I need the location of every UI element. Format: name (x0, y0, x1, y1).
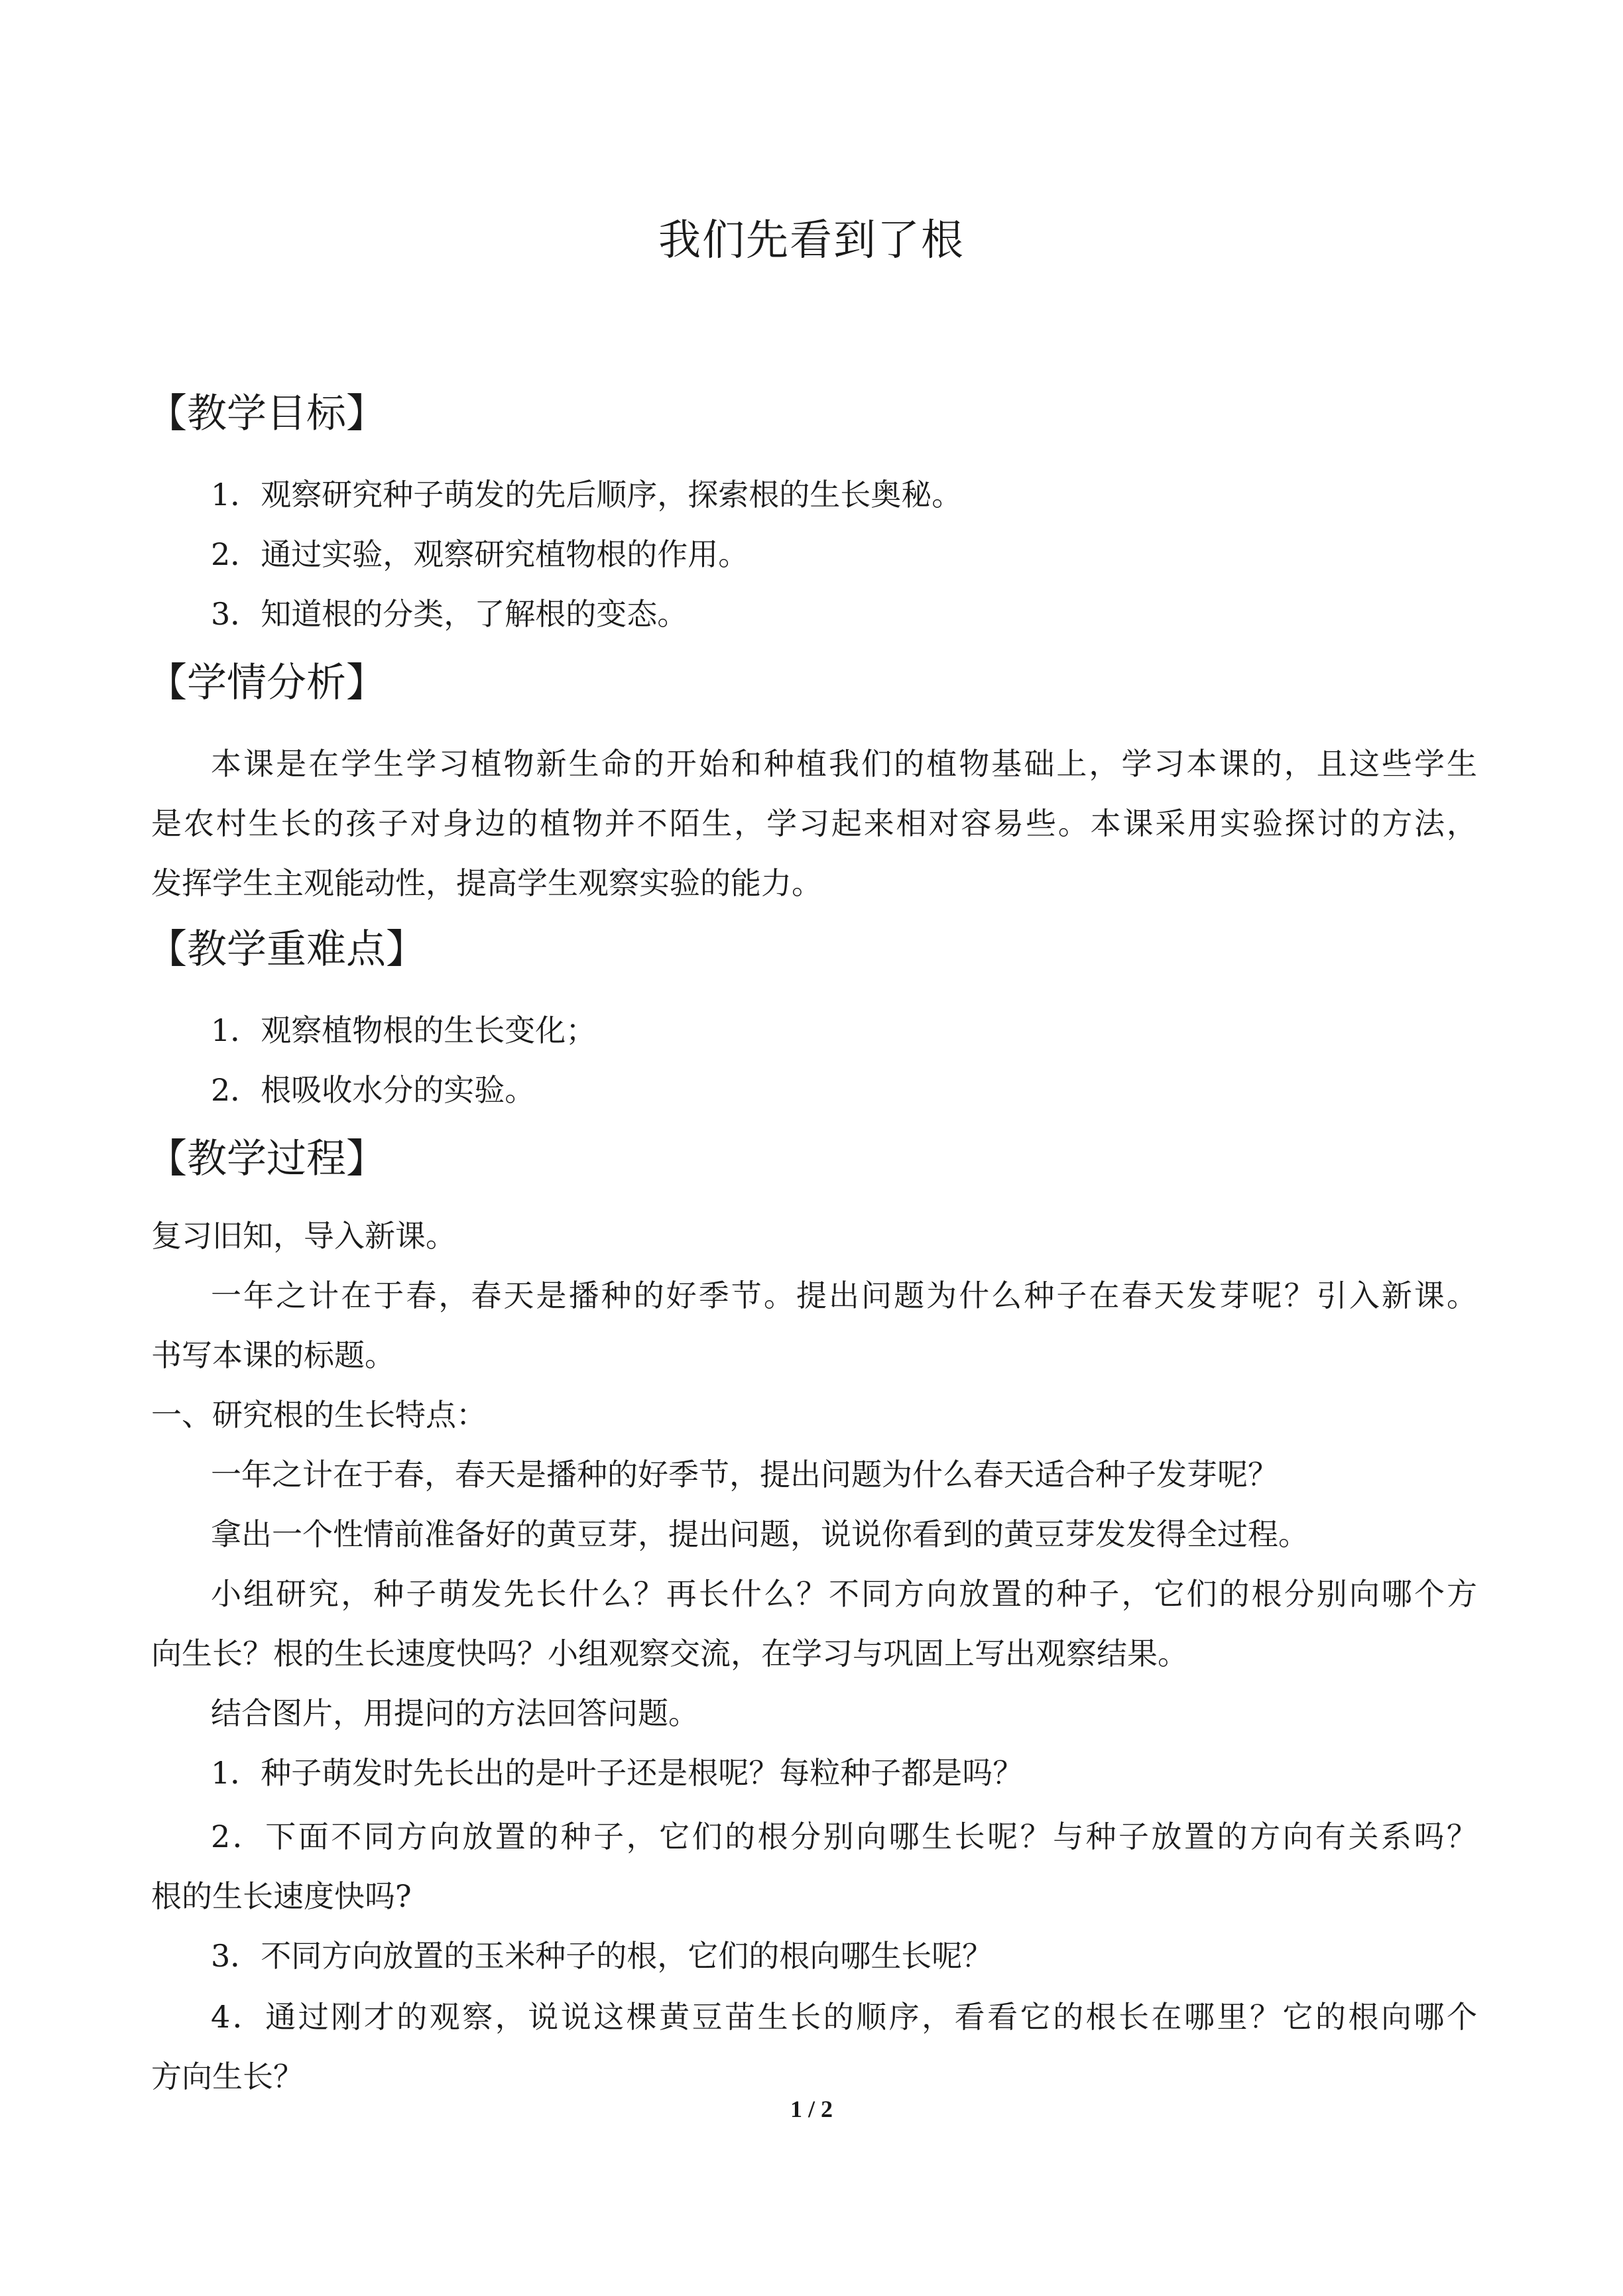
process-line: 2．下面不同方向放置的种子，它们的根分别向哪生长呢？与种子放置的方向有关系吗？ (211, 1819, 1477, 1854)
key-point-item: 1．观察植物根的生长变化； (211, 1012, 597, 1048)
section-heading-objectives: 【教学目标】 (147, 391, 386, 437)
process-line: 4．通过刚才的观察，说说这棵黄豆苗生长的顺序，看看它的根长在哪里？它的根向哪个 (211, 1999, 1477, 2035)
analysis-line: 是农村生长的孩子对身边的植物并不陌生，学习起来相对容易些。本课采用实验探讨的方法， (151, 806, 1477, 841)
section-heading-key-points: 【教学重难点】 (147, 926, 426, 973)
process-line: 复习旧知，导入新课。 (151, 1218, 456, 1254)
process-line: 小组研究，种子萌发先长什么？再长什么？不同方向放置的种子，它们的根分别向哪个方 (211, 1576, 1477, 1612)
page-number: 1 / 2 (790, 2096, 833, 2122)
process-line: 书写本课的标题。 (151, 1337, 395, 1373)
process-line: 一年之计在于春，春天是播种的好季节。提出问题为什么种子在春天发芽呢？引入新课。 (211, 1278, 1477, 1313)
page-title: 我们先看到了根 (658, 216, 965, 265)
process-line: 拿出一个性情前准备好的黄豆芽，提出问题，说说你看到的黄豆芽发发得全过程。 (211, 1516, 1309, 1552)
process-line: 一年之计在于春，春天是播种的好季节，提出问题为什么春天适合种子发芽呢？ (211, 1457, 1278, 1492)
objective-item: 1．观察研究种子萌发的先后顺序，探索根的生长奥秘。 (211, 477, 963, 513)
process-line: 1．种子萌发时先长出的是叶子还是根呢？每粒种子都是吗？ (211, 1755, 1024, 1791)
process-line: 一、研究根的生长特点： (151, 1397, 487, 1433)
section-heading-process: 【教学过程】 (147, 1136, 386, 1182)
objective-item: 3．知道根的分类，了解根的变态。 (211, 596, 688, 632)
key-point-item: 2．根吸收水分的实验。 (211, 1072, 536, 1108)
process-line: 3．不同方向放置的玉米种子的根，它们的根向哪生长呢？ (211, 1938, 993, 1974)
process-line: 向生长？根的生长速度快吗？小组观察交流，在学习与巩固上写出观察结果。 (151, 1636, 1188, 1671)
section-heading-analysis: 【学情分析】 (147, 660, 386, 706)
process-line: 结合图片，用提问的方法回答问题。 (211, 1695, 699, 1731)
process-line: 方向生长？ (151, 2059, 304, 2094)
objective-item: 2．通过实验，观察研究植物根的作用。 (211, 536, 749, 572)
analysis-line: 本课是在学生学习植物新生命的开始和种植我们的植物基础上，学习本课的，且这些学生 (211, 746, 1477, 782)
analysis-line: 发挥学生主观能动性，提高学生观察实验的能力。 (151, 865, 822, 901)
process-line: 根的生长速度快吗? (151, 1878, 412, 1914)
